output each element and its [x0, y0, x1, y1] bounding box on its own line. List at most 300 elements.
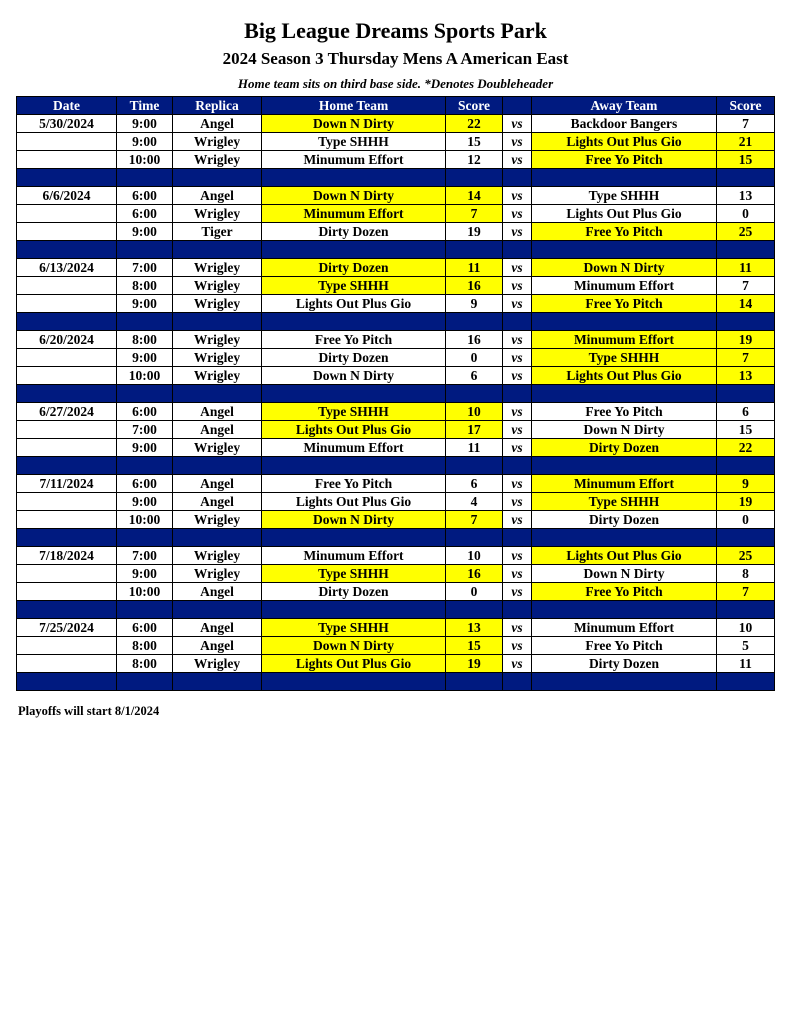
field-cell: Wrigley	[173, 565, 262, 583]
col-header-away-team: Away Team	[532, 97, 717, 115]
vs-cell: vs	[503, 259, 532, 277]
separator-cell	[532, 385, 717, 403]
home-score-cell: 13	[446, 619, 503, 637]
separator-cell	[503, 169, 532, 187]
home-score-cell: 19	[446, 223, 503, 241]
table-row	[17, 655, 775, 673]
date-cell	[17, 565, 117, 583]
home-score-cell: 16	[446, 277, 503, 295]
schedule-note: Home team sits on third base side. *Denotes Doubleheader	[237, 76, 554, 91]
home-team-cell: Free Yo Pitch	[262, 475, 446, 493]
separator-cell	[446, 241, 503, 259]
home-team-cell: Down N Dirty	[262, 115, 446, 133]
separator-cell	[717, 385, 775, 403]
home-team-cell: Down N Dirty	[262, 637, 446, 655]
home-team-cell: Type SHHH	[262, 403, 446, 421]
date-cell: 6/20/2024	[17, 331, 117, 349]
separator-cell	[173, 529, 262, 547]
table-row	[17, 349, 775, 367]
away-score-cell: 21	[717, 133, 775, 151]
time-cell: 7:00	[117, 259, 173, 277]
separator-cell	[262, 313, 446, 331]
away-score-cell: 25	[717, 547, 775, 565]
home-team-cell: Minumum Effort	[262, 547, 446, 565]
field-cell: Wrigley	[173, 367, 262, 385]
table-row	[17, 115, 775, 133]
separator-cell	[262, 673, 446, 691]
away-score-cell: 19	[717, 331, 775, 349]
time-cell: 6:00	[117, 187, 173, 205]
field-cell: Angel	[173, 403, 262, 421]
separator-cell	[17, 169, 117, 187]
home-team-cell: Minumum Effort	[262, 439, 446, 457]
separator-cell	[717, 673, 775, 691]
vs-cell: vs	[503, 547, 532, 565]
separator-cell	[17, 313, 117, 331]
separator-cell	[532, 169, 717, 187]
field-cell: Wrigley	[173, 331, 262, 349]
home-team-cell: Dirty Dozen	[262, 223, 446, 241]
table-row	[17, 187, 775, 205]
field-cell: Wrigley	[173, 295, 262, 313]
away-team-cell: Minumum Effort	[532, 331, 717, 349]
home-team-cell: Minumum Effort	[262, 205, 446, 223]
separator-cell	[262, 529, 446, 547]
home-score-cell: 19	[446, 655, 503, 673]
vs-cell: vs	[503, 223, 532, 241]
away-score-cell: 13	[717, 187, 775, 205]
table-row	[17, 205, 775, 223]
schedule-body	[17, 115, 775, 691]
away-score-cell: 8	[717, 565, 775, 583]
separator-cell	[173, 169, 262, 187]
table-row	[17, 331, 775, 349]
date-cell	[17, 277, 117, 295]
separator-cell	[262, 169, 446, 187]
time-cell: 8:00	[117, 637, 173, 655]
away-score-cell: 22	[717, 439, 775, 457]
vs-cell: vs	[503, 637, 532, 655]
separator-cell	[446, 457, 503, 475]
home-score-cell: 4	[446, 493, 503, 511]
separator-cell	[717, 169, 775, 187]
field-cell: Wrigley	[173, 277, 262, 295]
separator-cell	[117, 169, 173, 187]
field-cell: Wrigley	[173, 439, 262, 457]
time-cell: 10:00	[117, 367, 173, 385]
week-separator-row	[17, 241, 775, 259]
col-header-vs	[503, 97, 532, 115]
home-score-cell: 15	[446, 637, 503, 655]
vs-cell: vs	[503, 403, 532, 421]
table-row	[17, 547, 775, 565]
field-cell: Angel	[173, 187, 262, 205]
separator-cell	[503, 529, 532, 547]
home-team-cell: Down N Dirty	[262, 511, 446, 529]
field-cell: Wrigley	[173, 151, 262, 169]
separator-cell	[117, 673, 173, 691]
time-cell: 10:00	[117, 511, 173, 529]
field-cell: Wrigley	[173, 547, 262, 565]
away-score-cell: 7	[717, 349, 775, 367]
home-score-cell: 0	[446, 583, 503, 601]
separator-cell	[503, 385, 532, 403]
separator-cell	[717, 601, 775, 619]
vs-cell: vs	[503, 133, 532, 151]
separator-cell	[117, 313, 173, 331]
home-score-cell: 22	[446, 115, 503, 133]
home-score-cell: 6	[446, 475, 503, 493]
vs-cell: vs	[503, 493, 532, 511]
time-cell: 9:00	[117, 133, 173, 151]
time-cell: 6:00	[117, 205, 173, 223]
date-cell: 5/30/2024	[17, 115, 117, 133]
home-team-cell: Lights Out Plus Gio	[262, 421, 446, 439]
away-score-cell: 0	[717, 511, 775, 529]
home-team-cell: Dirty Dozen	[262, 583, 446, 601]
table-row	[17, 511, 775, 529]
away-score-cell: 14	[717, 295, 775, 313]
vs-cell: vs	[503, 439, 532, 457]
separator-cell	[532, 313, 717, 331]
vs-cell: vs	[503, 205, 532, 223]
time-cell: 6:00	[117, 619, 173, 637]
vs-cell: vs	[503, 295, 532, 313]
home-score-cell: 0	[446, 349, 503, 367]
time-cell: 9:00	[117, 295, 173, 313]
separator-cell	[117, 385, 173, 403]
time-cell: 6:00	[117, 403, 173, 421]
home-team-cell: Lights Out Plus Gio	[262, 493, 446, 511]
separator-cell	[503, 241, 532, 259]
separator-cell	[173, 313, 262, 331]
home-team-cell: Free Yo Pitch	[262, 331, 446, 349]
date-cell: 7/18/2024	[17, 547, 117, 565]
vs-cell: vs	[503, 151, 532, 169]
separator-cell	[503, 313, 532, 331]
separator-cell	[17, 529, 117, 547]
separator-cell	[532, 601, 717, 619]
week-separator-row	[17, 529, 775, 547]
time-cell: 8:00	[117, 655, 173, 673]
separator-cell	[446, 313, 503, 331]
table-row	[17, 493, 775, 511]
field-cell: Tiger	[173, 223, 262, 241]
away-team-cell: Free Yo Pitch	[532, 583, 717, 601]
field-cell: Wrigley	[173, 205, 262, 223]
col-header-date: Date	[17, 97, 117, 115]
home-team-cell: Minumum Effort	[262, 151, 446, 169]
date-cell	[17, 583, 117, 601]
separator-cell	[173, 673, 262, 691]
separator-cell	[717, 313, 775, 331]
field-cell: Wrigley	[173, 349, 262, 367]
col-header-home-score: Score	[446, 97, 503, 115]
home-team-cell: Type SHHH	[262, 277, 446, 295]
field-cell: Angel	[173, 475, 262, 493]
table-row	[17, 295, 775, 313]
separator-cell	[17, 457, 117, 475]
time-cell: 7:00	[117, 421, 173, 439]
away-team-cell: Free Yo Pitch	[532, 223, 717, 241]
separator-cell	[446, 529, 503, 547]
week-separator-row	[17, 385, 775, 403]
date-cell	[17, 637, 117, 655]
time-cell: 9:00	[117, 565, 173, 583]
away-team-cell: Down N Dirty	[532, 259, 717, 277]
col-header-home-team: Home Team	[262, 97, 446, 115]
vs-cell: vs	[503, 475, 532, 493]
date-cell	[17, 493, 117, 511]
separator-cell	[503, 601, 532, 619]
table-header-row	[17, 97, 775, 115]
time-cell: 9:00	[117, 223, 173, 241]
away-team-cell: Lights Out Plus Gio	[532, 367, 717, 385]
away-score-cell: 25	[717, 223, 775, 241]
home-score-cell: 15	[446, 133, 503, 151]
table-row	[17, 151, 775, 169]
away-team-cell: Lights Out Plus Gio	[532, 133, 717, 151]
field-cell: Wrigley	[173, 511, 262, 529]
vs-cell: vs	[503, 619, 532, 637]
date-cell	[17, 295, 117, 313]
field-cell: Angel	[173, 493, 262, 511]
table-row	[17, 277, 775, 295]
page-subtitle: 2024 Season 3 Thursday Mens A American East	[222, 49, 569, 68]
table-row	[17, 403, 775, 421]
separator-cell	[717, 529, 775, 547]
time-cell: 8:00	[117, 277, 173, 295]
table-row	[17, 133, 775, 151]
away-team-cell: Minumum Effort	[532, 277, 717, 295]
separator-cell	[446, 169, 503, 187]
home-team-cell: Down N Dirty	[262, 367, 446, 385]
date-cell	[17, 421, 117, 439]
table-row	[17, 565, 775, 583]
field-cell: Angel	[173, 421, 262, 439]
date-cell	[17, 349, 117, 367]
vs-cell: vs	[503, 511, 532, 529]
separator-cell	[117, 601, 173, 619]
home-score-cell: 12	[446, 151, 503, 169]
away-team-cell: Free Yo Pitch	[532, 637, 717, 655]
home-score-cell: 9	[446, 295, 503, 313]
table-row	[17, 259, 775, 277]
field-cell: Wrigley	[173, 133, 262, 151]
away-score-cell: 7	[717, 277, 775, 295]
time-cell: 7:00	[117, 547, 173, 565]
home-score-cell: 7	[446, 511, 503, 529]
away-score-cell: 13	[717, 367, 775, 385]
home-score-cell: 11	[446, 259, 503, 277]
home-team-cell: Type SHHH	[262, 565, 446, 583]
away-team-cell: Lights Out Plus Gio	[532, 547, 717, 565]
time-cell: 9:00	[117, 439, 173, 457]
away-score-cell: 15	[717, 421, 775, 439]
separator-cell	[503, 673, 532, 691]
vs-cell: vs	[503, 277, 532, 295]
home-score-cell: 10	[446, 403, 503, 421]
separator-cell	[117, 457, 173, 475]
vs-cell: vs	[503, 655, 532, 673]
date-cell	[17, 439, 117, 457]
date-cell: 6/13/2024	[17, 259, 117, 277]
separator-cell	[446, 601, 503, 619]
separator-cell	[173, 457, 262, 475]
away-team-cell: Down N Dirty	[532, 421, 717, 439]
table-row	[17, 439, 775, 457]
vs-cell: vs	[503, 115, 532, 133]
away-team-cell: Backdoor Bangers	[532, 115, 717, 133]
table-row	[17, 367, 775, 385]
home-team-cell: Lights Out Plus Gio	[262, 655, 446, 673]
time-cell: 10:00	[117, 151, 173, 169]
home-score-cell: 10	[446, 547, 503, 565]
separator-cell	[262, 241, 446, 259]
home-score-cell: 11	[446, 439, 503, 457]
time-cell: 8:00	[117, 331, 173, 349]
separator-cell	[173, 601, 262, 619]
home-score-cell: 16	[446, 331, 503, 349]
home-team-cell: Down N Dirty	[262, 187, 446, 205]
vs-cell: vs	[503, 349, 532, 367]
separator-cell	[532, 457, 717, 475]
away-score-cell: 6	[717, 403, 775, 421]
field-cell: Angel	[173, 583, 262, 601]
away-score-cell: 11	[717, 655, 775, 673]
away-team-cell: Type SHHH	[532, 493, 717, 511]
table-row	[17, 475, 775, 493]
col-header-away-score: Score	[717, 97, 775, 115]
away-score-cell: 5	[717, 637, 775, 655]
date-cell	[17, 367, 117, 385]
away-team-cell: Type SHHH	[532, 349, 717, 367]
field-cell: Angel	[173, 115, 262, 133]
table-row	[17, 619, 775, 637]
time-cell: 9:00	[117, 349, 173, 367]
date-cell	[17, 223, 117, 241]
week-separator-row	[17, 673, 775, 691]
away-score-cell: 19	[717, 493, 775, 511]
home-team-cell: Type SHHH	[262, 133, 446, 151]
table-row	[17, 223, 775, 241]
separator-cell	[446, 385, 503, 403]
home-score-cell: 7	[446, 205, 503, 223]
table-row	[17, 583, 775, 601]
away-team-cell: Down N Dirty	[532, 565, 717, 583]
separator-cell	[173, 385, 262, 403]
away-score-cell: 7	[717, 115, 775, 133]
away-team-cell: Type SHHH	[532, 187, 717, 205]
home-score-cell: 17	[446, 421, 503, 439]
away-team-cell: Dirty Dozen	[532, 439, 717, 457]
date-cell: 7/25/2024	[17, 619, 117, 637]
time-cell: 6:00	[117, 475, 173, 493]
date-cell	[17, 151, 117, 169]
time-cell: 10:00	[117, 583, 173, 601]
home-team-cell: Lights Out Plus Gio	[262, 295, 446, 313]
week-separator-row	[17, 601, 775, 619]
table-row	[17, 637, 775, 655]
away-score-cell: 9	[717, 475, 775, 493]
separator-cell	[717, 457, 775, 475]
page-title: Big League Dreams Sports Park	[244, 18, 547, 43]
date-cell: 6/27/2024	[17, 403, 117, 421]
away-score-cell: 11	[717, 259, 775, 277]
col-header-replica: Replica	[173, 97, 262, 115]
vs-cell: vs	[503, 331, 532, 349]
schedule-table	[16, 96, 775, 691]
separator-cell	[117, 241, 173, 259]
field-cell: Angel	[173, 619, 262, 637]
field-cell: Angel	[173, 637, 262, 655]
date-cell	[17, 655, 117, 673]
separator-cell	[262, 385, 446, 403]
separator-cell	[532, 529, 717, 547]
away-score-cell: 15	[717, 151, 775, 169]
away-team-cell: Free Yo Pitch	[532, 295, 717, 313]
date-cell: 6/6/2024	[17, 187, 117, 205]
week-separator-row	[17, 169, 775, 187]
separator-cell	[173, 241, 262, 259]
week-separator-row	[17, 457, 775, 475]
home-team-cell: Type SHHH	[262, 619, 446, 637]
field-cell: Wrigley	[173, 259, 262, 277]
away-team-cell: Dirty Dozen	[532, 655, 717, 673]
vs-cell: vs	[503, 367, 532, 385]
separator-cell	[262, 601, 446, 619]
separator-cell	[532, 241, 717, 259]
home-score-cell: 6	[446, 367, 503, 385]
home-team-cell: Dirty Dozen	[262, 349, 446, 367]
away-score-cell: 0	[717, 205, 775, 223]
col-header-time: Time	[117, 97, 173, 115]
separator-cell	[17, 673, 117, 691]
week-separator-row	[17, 313, 775, 331]
time-cell: 9:00	[117, 493, 173, 511]
separator-cell	[446, 673, 503, 691]
separator-cell	[717, 241, 775, 259]
separator-cell	[262, 457, 446, 475]
date-cell	[17, 511, 117, 529]
separator-cell	[17, 241, 117, 259]
away-score-cell: 7	[717, 583, 775, 601]
home-team-cell: Dirty Dozen	[262, 259, 446, 277]
separator-cell	[17, 601, 117, 619]
time-cell: 9:00	[117, 115, 173, 133]
away-team-cell: Lights Out Plus Gio	[532, 205, 717, 223]
away-team-cell: Minumum Effort	[532, 475, 717, 493]
away-team-cell: Free Yo Pitch	[532, 151, 717, 169]
vs-cell: vs	[503, 565, 532, 583]
playoffs-note: Playoffs will start 8/1/2024	[18, 704, 160, 718]
home-score-cell: 14	[446, 187, 503, 205]
table-row	[17, 421, 775, 439]
separator-cell	[117, 529, 173, 547]
vs-cell: vs	[503, 187, 532, 205]
field-cell: Wrigley	[173, 655, 262, 673]
vs-cell: vs	[503, 421, 532, 439]
away-team-cell: Minumum Effort	[532, 619, 717, 637]
away-team-cell: Dirty Dozen	[532, 511, 717, 529]
away-team-cell: Free Yo Pitch	[532, 403, 717, 421]
away-score-cell: 10	[717, 619, 775, 637]
separator-cell	[532, 673, 717, 691]
home-score-cell: 16	[446, 565, 503, 583]
date-cell	[17, 205, 117, 223]
separator-cell	[17, 385, 117, 403]
vs-cell: vs	[503, 583, 532, 601]
